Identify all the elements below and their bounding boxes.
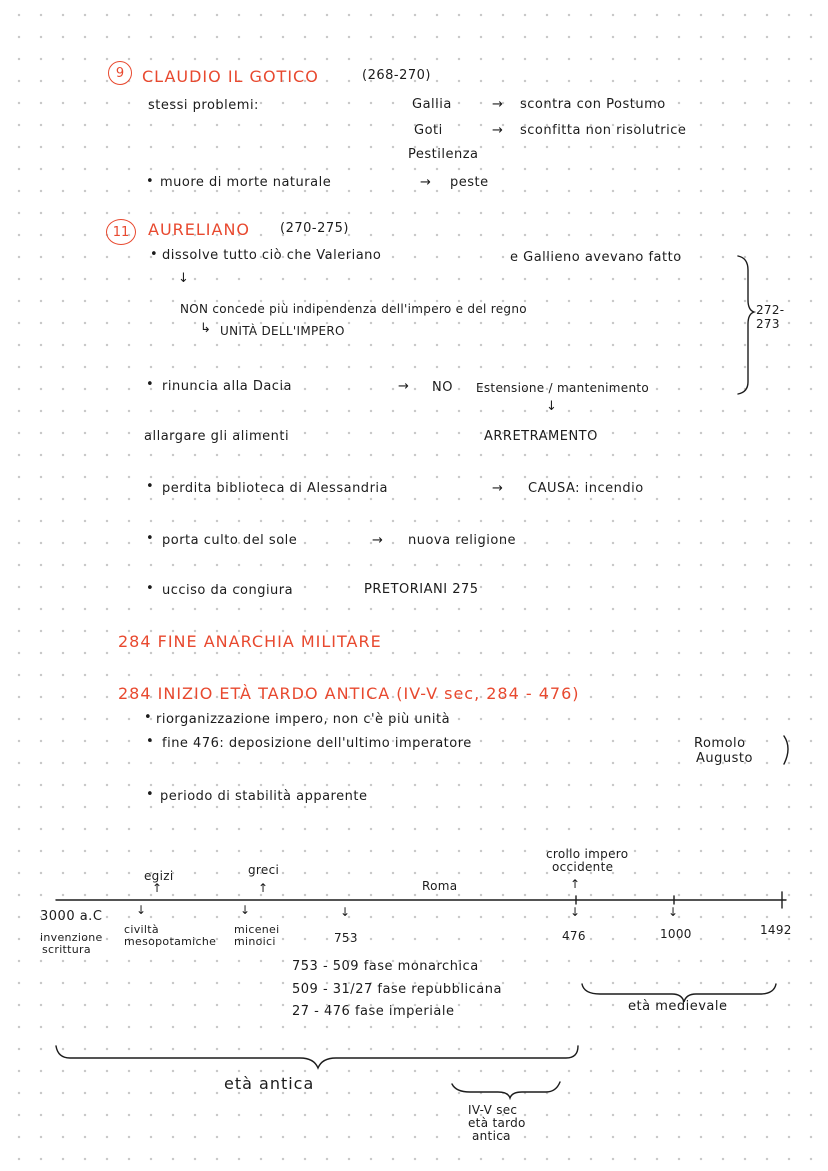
biblioteca-text: perdita biblioteca di Alessandria [162,481,388,496]
causa-text: CAUSA: incendio [528,481,644,496]
aureliano-brace [738,256,754,394]
arrow-icon: → [372,533,384,548]
phase-imperiale: 27 - 476 fase imperiale [292,1004,455,1019]
section-dates: (268-270) [362,68,431,83]
sole-text: porta culto del sole [162,533,298,548]
allargare-text: allargare gli alimenti [144,429,290,444]
timeline-label-crollo1: crollo impero [546,847,629,861]
timeline-mesopotamiche: mesopotamiche [124,935,217,948]
arrow-icon: → [492,123,504,138]
up-arrow-icon: ↑ [152,881,163,895]
down-arrow-icon: ↓ [340,905,351,919]
timeline-3000: 3000 a.C [40,909,103,924]
down-arrow-icon: ↓ [240,903,251,917]
bullet-icon: • [144,710,153,725]
timeline-753: 753 [334,931,358,945]
death-cause: peste [450,175,489,190]
return-arrow-icon: ↳ [200,321,212,336]
romolo-text: Romolo [694,736,746,751]
bullet-icon: • [146,581,155,596]
bullet-icon: • [146,174,155,189]
timeline-label-crollo2: occidente [552,860,614,874]
fine-476-text: fine 476: deposizione dell'ultimo imperatore [162,736,472,751]
periodo-text: periodo di stabilità apparente [160,789,368,804]
claudio-death: muore di morte naturale [160,175,332,190]
dacia-text: rinuncia alla Dacia [162,379,293,394]
timeline-label-roma: Roma [422,879,458,893]
tardo-label-3: antica [472,1129,511,1143]
timeline-476: 476 [562,929,586,943]
timeline-invenzione: invenzione [40,931,103,944]
bullet-icon: • [146,787,155,802]
romolo-bracket [784,736,788,764]
timeline-micenei: micenei [234,923,280,936]
timeline-minoici: minoici [234,935,276,948]
aureliano-line1a: dissolve tutto ciò che Valeriano [162,248,382,263]
section-title: AURELIANO [148,220,251,239]
arrow-icon: → [492,481,504,496]
fine-anarchia-heading: 284 FINE ANARCHIA MILITARE [118,632,382,651]
timeline-label-greci: greci [248,863,280,877]
years-side: 272-273 [756,303,785,332]
arrow-icon: → [398,379,410,394]
pretoriani-text: PRETORIANI 275 [364,582,479,597]
antica-brace [56,1046,578,1068]
down-arrow-icon: ↓ [668,905,679,919]
unita-text: UNITÀ DELL'IMPERO [220,324,345,338]
bullet-icon: • [146,479,155,494]
bullet-icon: • [146,531,155,546]
ucciso-text: ucciso da congiura [162,583,294,598]
aureliano-line1b: e Gallieno avevano fatto [510,250,682,265]
tardo-label-2: età tardo [468,1116,526,1130]
augusto-text: Augusto [696,751,753,766]
section-dates: (270-275) [280,221,349,236]
timeline-scrittura: scrittura [42,943,91,956]
down-arrow-icon: ↓ [178,271,190,286]
medievale-brace [582,984,776,1002]
bullet-icon: • [150,247,159,262]
arrow-icon: → [420,175,432,190]
riorganizzazione-text: riorganizzazione impero, non c'è più unità [156,712,451,727]
timeline-1000: 1000 [660,927,692,941]
eta-antica: età antica [224,1074,315,1093]
concede-text: NON concede più indipendenza dell'impero e del regno [180,302,527,316]
no-text: NO [432,380,453,395]
tardo-label-1: IV-V sec [468,1103,518,1117]
eta-medievale: età medievale [628,999,728,1014]
down-arrow-icon: ↓ [136,903,147,917]
tardo-brace [452,1082,560,1098]
claudio-intro: stessi problemi: [148,98,259,113]
gallia-label: Gallia [412,97,452,112]
arretramento-text: ARRETRAMENTO [484,429,598,444]
timeline-label-egizi: egizi [144,869,174,883]
religione-text: nuova religione [408,533,517,548]
gallia-text: scontra con Postumo [520,97,666,112]
section-title: CLAUDIO IL GOTICO [142,67,319,86]
timeline-1492: 1492 [760,923,792,937]
pestilenza: Pestilenza [408,147,479,162]
bullet-icon: • [146,734,155,749]
bullet-icon: • [146,377,155,392]
section-number: 9 [115,65,125,81]
goti-label: Goti [414,123,443,138]
tardo-antica-heading: 284 INIZIO ETÀ TARDO ANTICA (IV-V sec, 284 - 476) [118,684,580,703]
down-arrow-icon: ↓ [570,905,581,919]
down-arrow-icon: ↓ [546,399,558,414]
up-arrow-icon: ↑ [570,877,581,891]
arrow-icon: → [492,97,504,112]
phase-repubblicana: 509 - 31/27 fase repubblicana [292,982,502,997]
phase-monarchica: 753 - 509 fase monarchica [292,959,479,974]
goti-text: sconfitta non risolutrice [520,123,687,138]
timeline-civilta: civiltà [124,923,159,936]
section-number: 11 [112,224,130,240]
estensione-text: Estensione / mantenimento [476,381,650,395]
up-arrow-icon: ↑ [258,881,269,895]
